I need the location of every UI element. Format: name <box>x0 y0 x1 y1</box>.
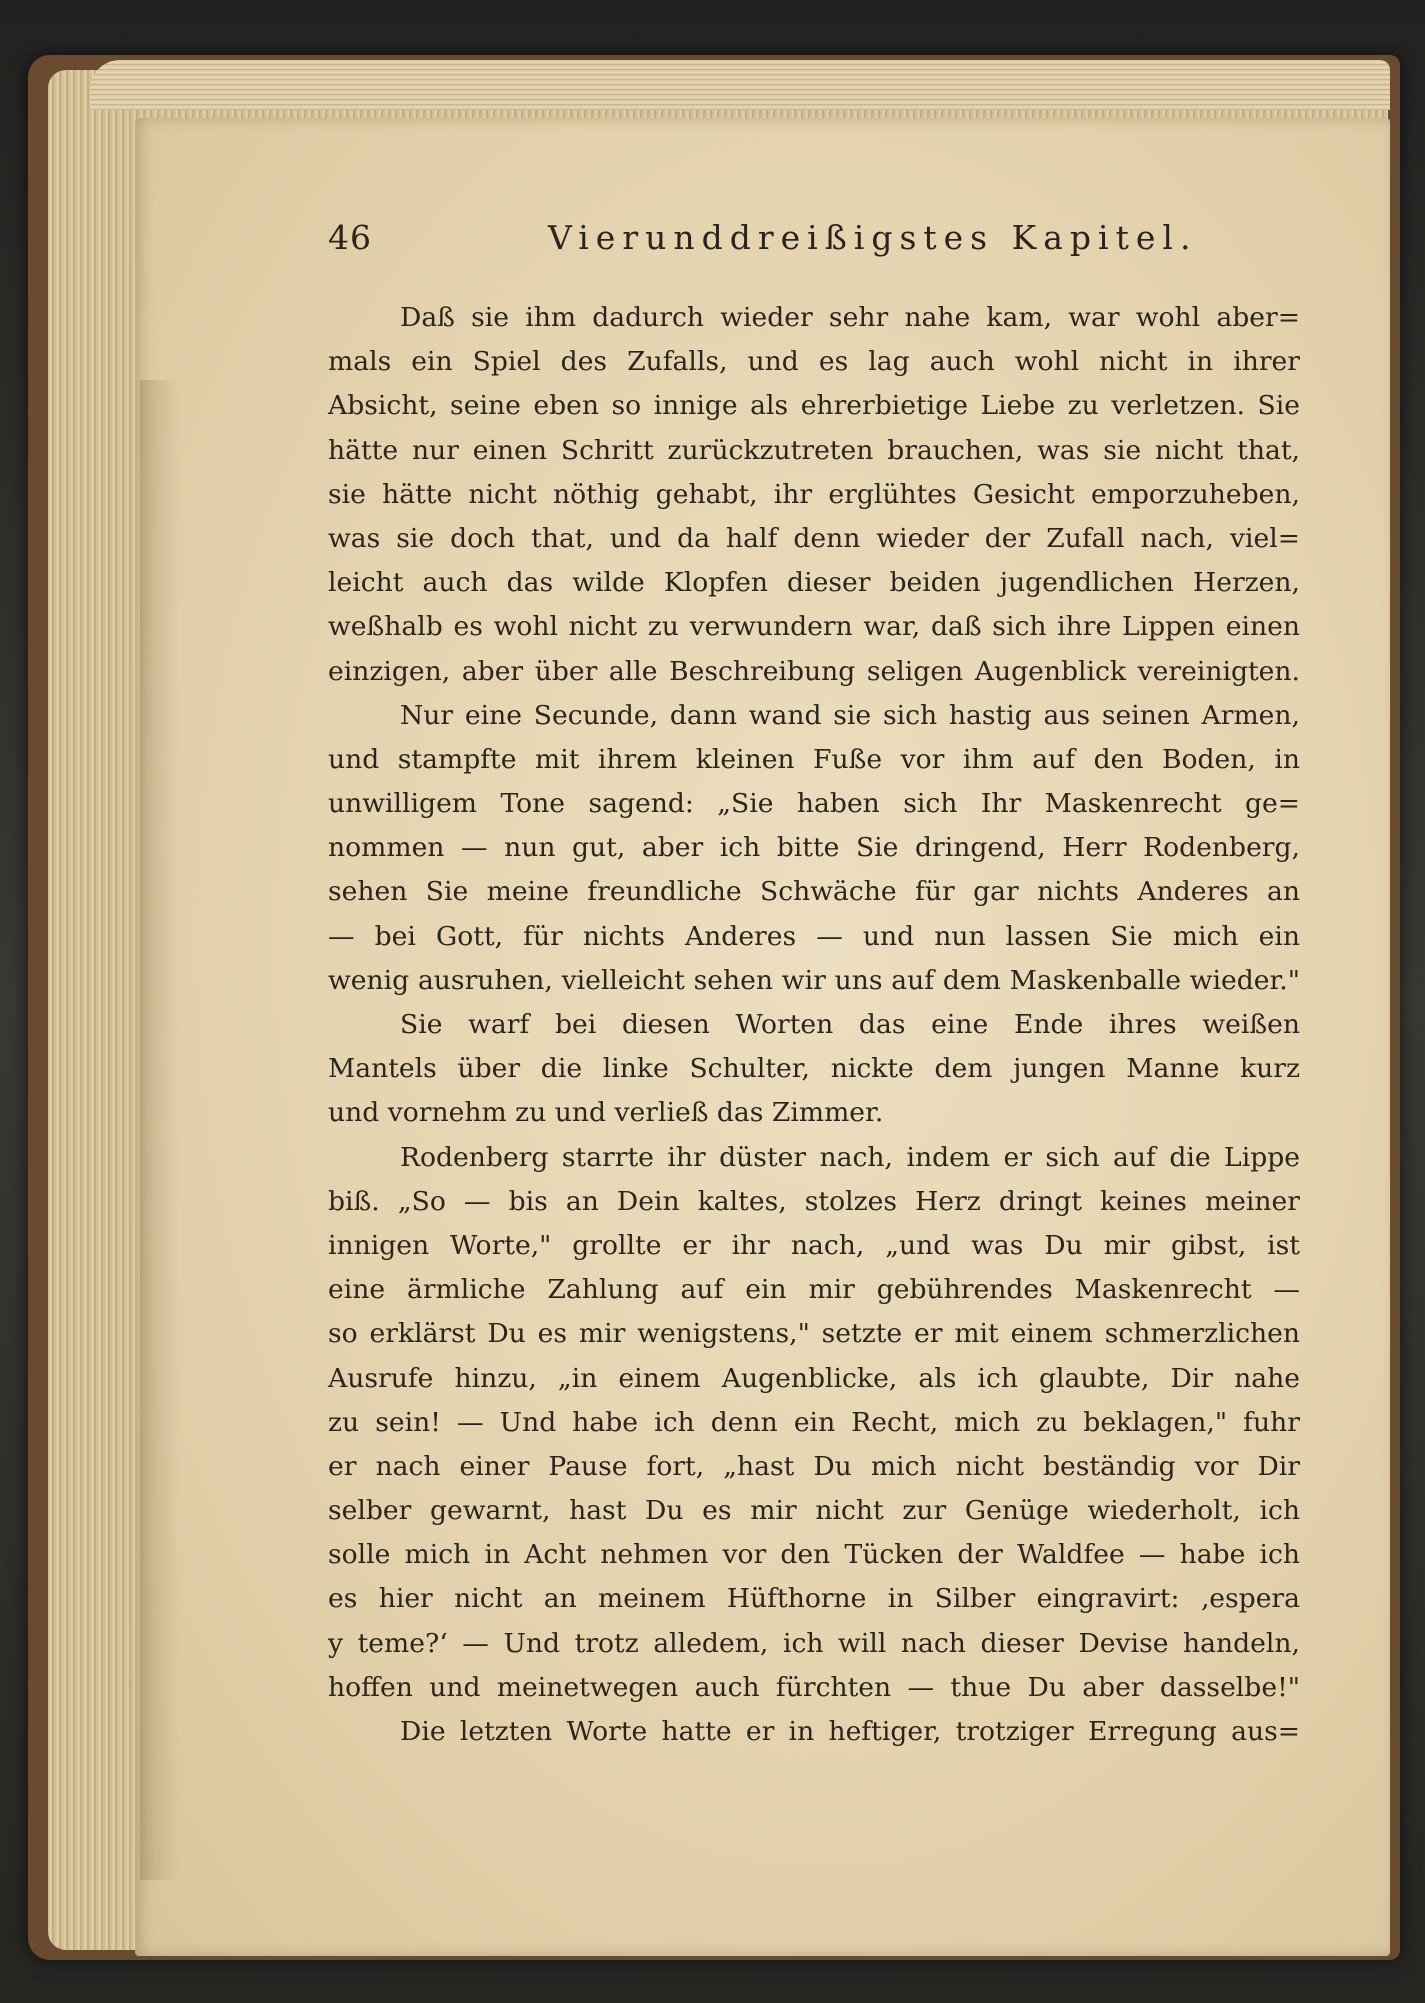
text-line: y teme?‘ — Und trotz alledem, ich will nach dieser Devise handeln, <box>328 1627 1300 1659</box>
text-line: Die letzten Worte hatte er in heftiger, trotziger Erregung aus= <box>400 1716 1300 1747</box>
text-line: biß. „So — bis an Dein kaltes, stolzes Herz dringt keines meiner <box>328 1185 1300 1217</box>
text-line: es hier nicht an meinem Hüfthorne in Silber eingravirt: ‚espera <box>328 1583 1300 1615</box>
body-text <box>328 296 1300 1754</box>
text-line: Nur eine Secunde, dann wand sie sich hastig aus seinen Armen, <box>400 699 1300 731</box>
text-line: Ausrufe hinzu, „in einem Augenblicke, als ich glaubte, Dir nahe <box>328 1362 1300 1394</box>
page-gutter-shadow <box>140 380 180 1880</box>
text-line: Sie warf bei diesen Worten das eine Ende ihres weißen <box>400 1009 1300 1040</box>
text-line: eine ärmliche Zahlung auf ein mir gebührendes Maskenrecht — <box>328 1274 1300 1306</box>
text-line: Absicht, seine eben so innige als ehrerbietige Liebe zu verletzen. Sie <box>328 390 1300 422</box>
text-line: und vornehm zu und verließ das Zimmer. <box>328 1097 884 1129</box>
text-line: er nach einer Pause fort, „hast Du mich nicht beständig vor Dir <box>328 1450 1300 1482</box>
text-line: leicht auch das wilde Klopfen dieser beiden jugendlichen Herzen, <box>328 567 1300 599</box>
text-line: — bei Gott, für nichts Anderes — und nun lassen Sie mich ein <box>328 920 1300 952</box>
text-line: solle mich in Acht nehmen vor den Tücken der Waldfee — habe ich <box>328 1539 1300 1571</box>
page-number: 46 <box>328 218 372 257</box>
text-line: hätte nur einen Schritt zurückzutreten brauchen, was sie nicht that, <box>328 434 1300 466</box>
chapter-title: Vierunddreißigstes Kapitel. <box>548 218 1198 257</box>
text-line: weßhalb es wohl nicht zu verwundern war, daß sich ihre Lippen einen <box>328 611 1300 643</box>
text-line: Daß sie ihm dadurch wieder sehr nahe kam, war wohl aber= <box>400 302 1300 333</box>
text-line: unwilligem Tone sagend: „Sie haben sich Ihr Maskenrecht ge= <box>328 788 1300 820</box>
text-line: sehen Sie meine freundliche Schwäche für gar nichts Anderes an <box>328 876 1300 908</box>
text-line: was sie doch that, und da half denn wieder der Zufall nach, viel= <box>328 522 1300 554</box>
running-head <box>328 218 1338 274</box>
page-edges-top <box>90 60 1390 110</box>
text-line: selber gewarnt, hast Du es mir nicht zur Genüge wiederholt, ich <box>328 1495 1300 1527</box>
text-line: Mantels über die linke Schulter, nickte dem jungen Manne kurz <box>328 1053 1300 1085</box>
text-line: Rodenberg starrte ihr düster nach, indem er sich auf die Lippe <box>400 1141 1300 1173</box>
text-line: sie hätte nicht nöthig gehabt, ihr erglühtes Gesicht emporzuheben, <box>328 478 1300 510</box>
text-line: hoffen und meinetwegen auch fürchten — thue Du aber dasselbe!" <box>328 1671 1300 1703</box>
text-line: mals ein Spiel des Zufalls, und es lag auch wohl nicht in ihrer <box>328 346 1300 378</box>
text-line: wenig ausruhen, vielleicht sehen wir uns auf dem Maskenballe wieder." <box>328 964 1300 996</box>
text-line: und stampfte mit ihrem kleinen Fuße vor ihm auf den Boden, in <box>328 743 1300 775</box>
text-line: innigen Worte," grollte er ihr nach, „und was Du mir gibst, ist <box>328 1229 1300 1261</box>
text-line: so erklärst Du es mir wenigstens," setzte er mit einem schmerzlichen <box>328 1318 1300 1350</box>
text-line: nommen — nun gut, aber ich bitte Sie dringend, Herr Rodenberg, <box>328 832 1300 864</box>
text-line: einzigen, aber über alle Beschreibung seligen Augenblick vereinigten. <box>328 655 1300 687</box>
text-line: zu sein! — Und habe ich denn ein Recht, mich zu beklagen," fuhr <box>328 1406 1300 1438</box>
